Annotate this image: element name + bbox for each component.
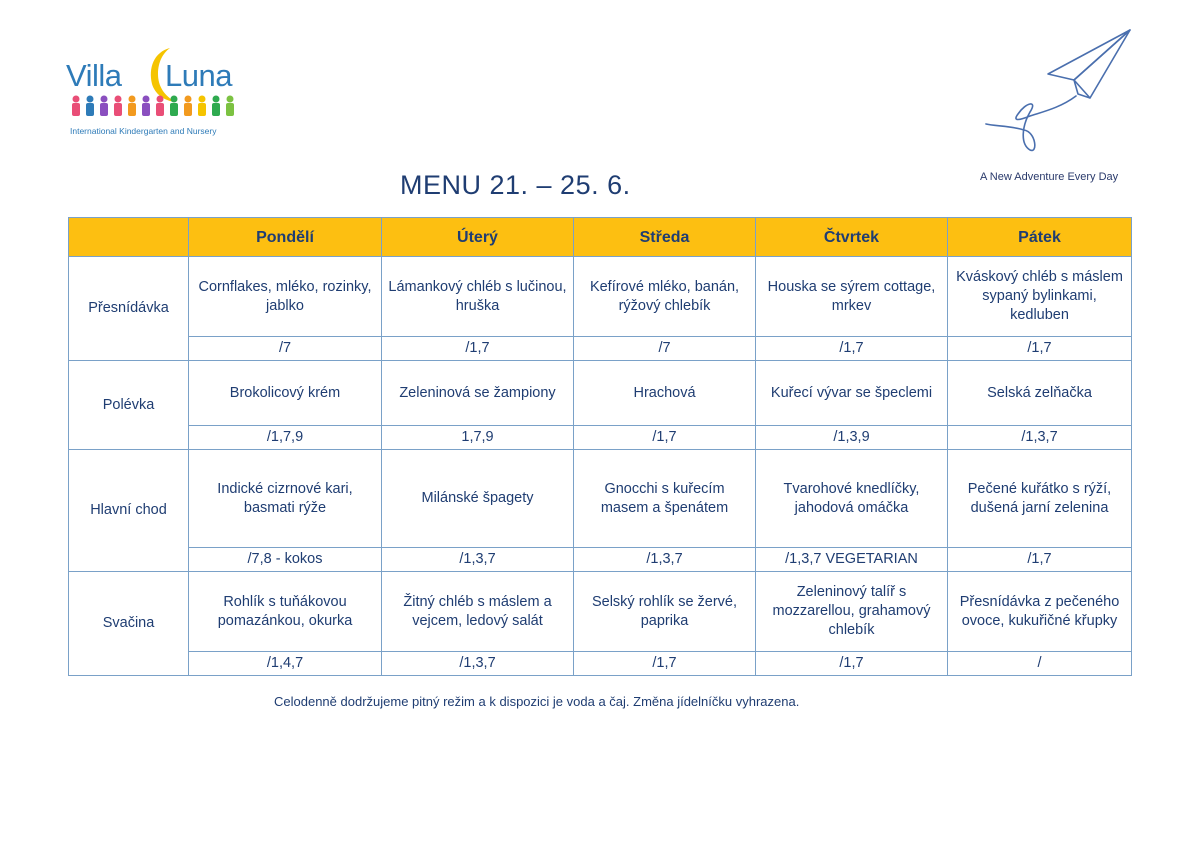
tagline: A New Adventure Every Day xyxy=(980,171,1119,183)
meal-cell: Indické cizrnové kari, basmati rýže xyxy=(189,450,382,548)
allergen-cell: / xyxy=(948,652,1132,676)
day-header-friday: Pátek xyxy=(948,218,1132,257)
meal-row-main xyxy=(69,450,1132,548)
logo-subtitle: International Kindergarten and Nursery xyxy=(70,126,217,136)
allergen-cell: /7,8 - kokos xyxy=(189,548,382,572)
meal-cell: Pečené kuřátko s rýží, dušená jarní zelenina xyxy=(948,450,1132,548)
allergen-cell: /1,7 xyxy=(756,337,948,361)
allergen-cell: /1,3,7 xyxy=(948,426,1132,450)
paper-plane-icon xyxy=(980,26,1140,161)
allergen-row xyxy=(69,548,1132,572)
meal-cell: Houska se sýrem cottage, mrkev xyxy=(756,257,948,337)
logo-luna-text: Luna xyxy=(165,58,232,93)
allergen-cell: /1,7 xyxy=(574,426,756,450)
logo xyxy=(66,44,246,140)
meal-cell: Přesnídávka z pečeného ovoce, kukuřičné křupky xyxy=(948,572,1132,652)
meal-cell: Gnocchi s kuřecím masem a špenátem xyxy=(574,450,756,548)
meal-cell: Kefírové mléko, banán, rýžový chlebík xyxy=(574,257,756,337)
meal-row-soup xyxy=(69,361,1132,426)
page-title: MENU 21. – 25. 6. xyxy=(400,170,631,200)
allergen-cell: /7 xyxy=(189,337,382,361)
day-header-thursday: Čtvrtek xyxy=(756,218,948,257)
allergen-cell: 1,7,9 xyxy=(382,426,574,450)
meal-cell: Lámankový chléb s lučinou, hruška xyxy=(382,257,574,337)
header-row xyxy=(69,218,1132,257)
corner-cell xyxy=(69,218,189,257)
row-label: Svačina xyxy=(69,572,189,676)
day-header-wednesday: Středa xyxy=(574,218,756,257)
allergen-cell: /1,7 xyxy=(756,652,948,676)
allergen-cell: /1,7 xyxy=(948,337,1132,361)
meal-cell: Selská zelňačka xyxy=(948,361,1132,426)
allergen-cell: /7 xyxy=(574,337,756,361)
meal-cell: Selský rohlík se žervé, paprika xyxy=(574,572,756,652)
allergen-cell: /1,3,7 xyxy=(382,652,574,676)
meal-cell: Milánské špagety xyxy=(382,450,574,548)
allergen-cell: /1,7 xyxy=(382,337,574,361)
allergen-cell: /1,7 xyxy=(948,548,1132,572)
meal-cell: Rohlík s tuňákovou pomazánkou, okurka xyxy=(189,572,382,652)
allergen-cell: /1,3,7 xyxy=(382,548,574,572)
meal-cell: Zeleninový talíř s mozzarellou, grahamový chlebík xyxy=(756,572,948,652)
meal-cell: Cornflakes, mléko, rozinky, jablko xyxy=(189,257,382,337)
footer-note: Celodenně dodržujeme pitný režim a k dispozici je voda a čaj. Změna jídelníčku vyhrazena. xyxy=(274,694,800,709)
meal-cell: Kuřecí vývar se špeclemi xyxy=(756,361,948,426)
meal-cell: Tvarohové knedlíčky, jahodová omáčka xyxy=(756,450,948,548)
children-figures-icon xyxy=(70,94,242,118)
logo-wordmark xyxy=(66,58,232,94)
menu-table xyxy=(68,217,1132,676)
meal-row-snack-morning xyxy=(69,257,1132,337)
day-header-tuesday: Úterý xyxy=(382,218,574,257)
allergen-row xyxy=(69,337,1132,361)
allergen-row xyxy=(69,652,1132,676)
allergen-cell: /1,7 xyxy=(574,652,756,676)
meal-row-snack-afternoon xyxy=(69,572,1132,652)
meal-cell: Kváskový chléb s máslem sypaný bylinkami, kedluben xyxy=(948,257,1132,337)
meal-cell: Brokolicový krém xyxy=(189,361,382,426)
row-label: Polévka xyxy=(69,361,189,450)
allergen-row xyxy=(69,426,1132,450)
allergen-cell: /1,3,7 VEGETARIAN xyxy=(756,548,948,572)
allergen-cell: /1,3,9 xyxy=(756,426,948,450)
meal-cell: Hrachová xyxy=(574,361,756,426)
day-header-monday: Pondělí xyxy=(189,218,382,257)
row-label: Hlavní chod xyxy=(69,450,189,572)
meal-cell: Zeleninová se žampiony xyxy=(382,361,574,426)
allergen-cell: /1,4,7 xyxy=(189,652,382,676)
meal-cell: Žitný chléb s máslem a vejcem, ledový salát xyxy=(382,572,574,652)
allergen-cell: /1,3,7 xyxy=(574,548,756,572)
allergen-cell: /1,7,9 xyxy=(189,426,382,450)
logo-villa-text: Villa xyxy=(66,58,122,93)
row-label: Přesnídávka xyxy=(69,257,189,361)
